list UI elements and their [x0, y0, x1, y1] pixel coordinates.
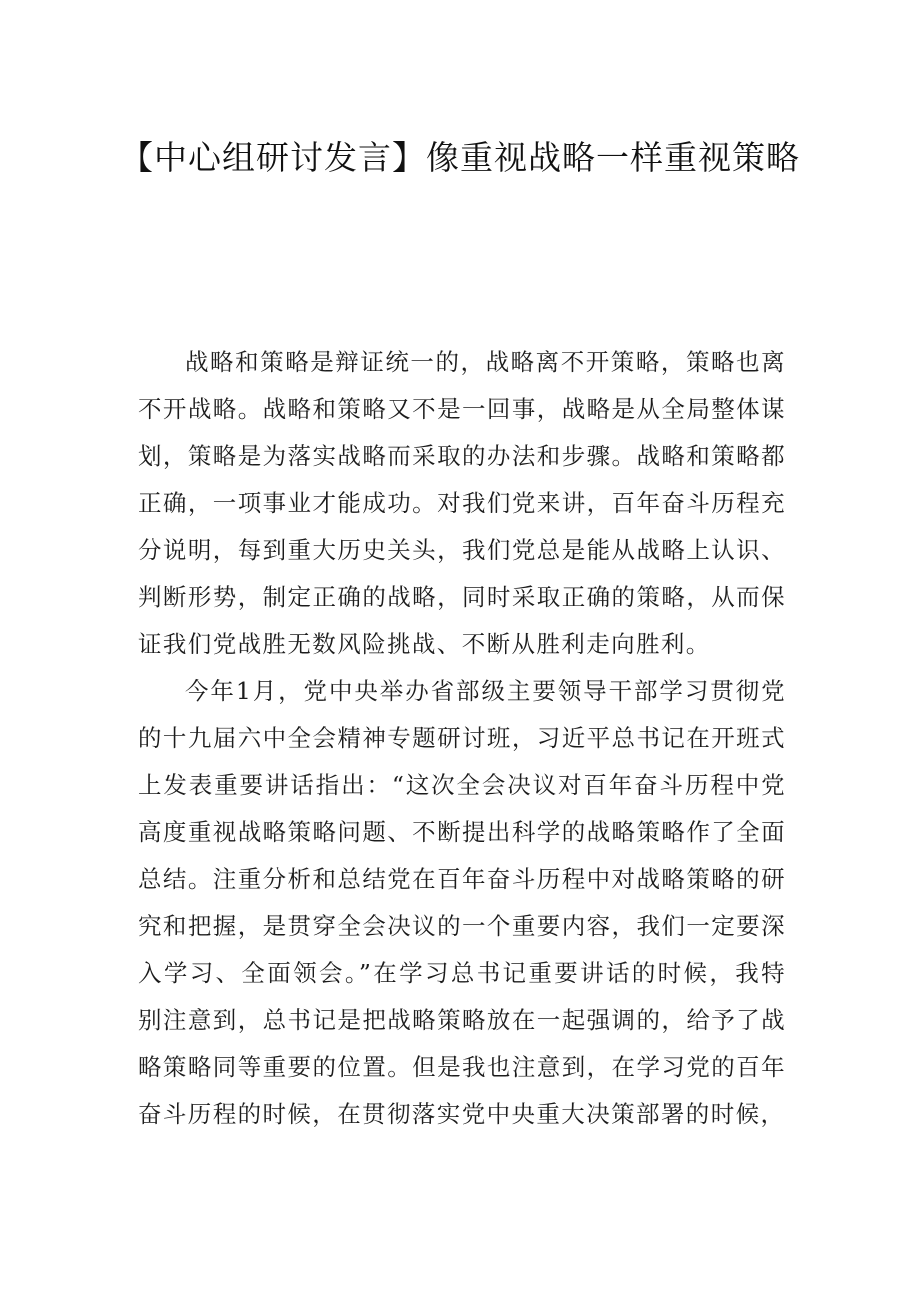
document-title: 【中心组研讨发言】像重视战略一样重视策略 [120, 138, 800, 177]
document-body [138, 339, 786, 1138]
body-paragraph-1: 战略和策略是辩证统一的，战略离不开策略，策略也离不开战略。战略和策略又不是一回事，战略是从全局整体谋划，策略是为落实战略而采取的办法和步骤。战略和策略都正确，一项事业才能成功。对我们党来讲，百年奋斗历程充分说明，每到重大历史关头，我们党总是能从战略上认识、判断形势，制定正确的战略，同时采取正确的策略，从而保证我们党战胜无数风险挑战、不断从胜利走向胜利。 [138, 348, 786, 658]
body-paragraph-2: 今年1月，党中央举办省部级主要领导干部学习贯彻党的十九届六中全会精神专题研讨班，习近平总书记在开班式上发表重要讲话指出：“这次全会决议对百年奋斗历程中党高度重视战略策略问题、不断提出科学的战略策略作了全面总结。注重分析和总结党在百年奋斗历程中对战略策略的研究和把握，是贯穿全会决议的一个重要内容，我们一定要深入学习、全面领会。”在学习总书记重要讲话的时候，我特别注意到，总书记是把战略策略放在一起强调的，给予了战略策略同等重要的位置。但是我也注意到，在学习党的百年奋斗历程的时候，在贯彻落实党中央重大决策部署的时候， [138, 677, 786, 1128]
